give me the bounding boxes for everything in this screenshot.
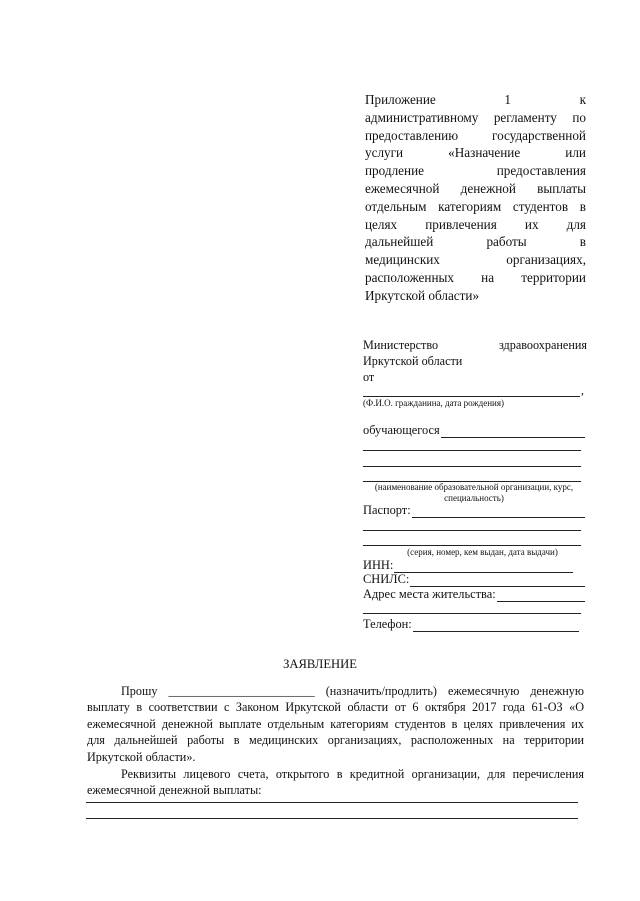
appendix-last-line: Иркутской области» — [365, 287, 480, 303]
phone-field[interactable] — [413, 618, 579, 632]
passport-line-3[interactable] — [363, 545, 581, 546]
region-line: Иркутской области — [363, 354, 463, 368]
account-field-2[interactable] — [86, 818, 578, 819]
snils-label: СНИЛС: — [363, 572, 410, 586]
student-label: обучающегося — [363, 423, 440, 437]
org-caption-1: (наименование образовательной организации, курс, — [374, 482, 574, 492]
org-line-1[interactable] — [363, 450, 581, 451]
snils-field[interactable] — [410, 573, 585, 587]
addressee-block — [363, 337, 587, 385]
appendix-line: отдельным категориям студентов в — [365, 198, 586, 214]
phone-row — [363, 617, 579, 632]
inn-row — [363, 558, 573, 573]
org-line-2[interactable] — [363, 466, 581, 467]
appendix-line: ежемесячной денежной выплаты — [365, 180, 586, 196]
appendix-line: продление предоставления — [365, 163, 586, 179]
appendix-line: дальнейшей работы в — [365, 234, 586, 250]
passport-line-2[interactable] — [363, 530, 581, 531]
appendix-line: медицинских организациях, — [365, 252, 586, 268]
snils-row — [363, 572, 585, 587]
account-field-1[interactable] — [86, 802, 578, 803]
inn-label: ИНН: — [363, 558, 394, 572]
ministry-line: Министерство здравоохранения — [363, 338, 587, 352]
statement-title: ЗАЯВЛЕНИЕ — [283, 657, 357, 671]
passport-caption: (серия, номер, кем выдан, дата выдачи) — [407, 547, 558, 557]
appendix-block — [365, 91, 586, 305]
address-line-2[interactable] — [363, 613, 581, 614]
from-label: от — [363, 370, 375, 384]
fio-caption: (Ф.И.О. гражданина, дата рождения) — [363, 398, 504, 408]
appendix-line: предоставлению государственной — [365, 127, 586, 143]
fio-field[interactable] — [363, 384, 580, 397]
address-label: Адрес места жительства: — [363, 587, 496, 601]
request-line: Прошу ________________________ (назначить/продлить) ежемесячную денежную — [121, 684, 584, 698]
account-line: Реквизиты лицевого счета, открытого в кредитной организации, для перечисления — [121, 767, 584, 782]
account-last-line: ежемесячной денежной выплаты: — [87, 783, 262, 798]
appendix-line: Приложение 1 к — [365, 92, 586, 107]
request-last-line: Иркутской области». — [87, 749, 196, 764]
statement-body — [87, 683, 584, 799]
passport-label: Паспорт: — [363, 503, 411, 517]
passport-field[interactable] — [412, 504, 585, 518]
appendix-line: целях привлечения их для — [365, 216, 586, 232]
org-caption-2: специальность) — [444, 493, 504, 503]
student-field[interactable] — [441, 424, 585, 438]
request-line: для дальнейшей работы в медицинских организациях, расположенных на территории — [87, 733, 584, 748]
request-line: ежемесячной денежной выплате отдельным категориям студентов в целях привлечения их — [87, 716, 584, 731]
request-line: выплату в соответствии с Законом Иркутской области от 6 октября 2017 года 61-ОЗ «О — [87, 700, 584, 715]
student-row — [363, 423, 585, 438]
appendix-line: административному регламенту по — [365, 109, 586, 125]
address-field[interactable] — [497, 588, 585, 602]
appendix-line: услуги «Назначение или — [365, 145, 586, 161]
appendix-line: расположенных на территории — [365, 269, 586, 285]
inn-field[interactable] — [394, 559, 573, 573]
fio-comma: , — [581, 383, 584, 397]
phone-label: Телефон: — [363, 617, 412, 631]
address-row — [363, 587, 585, 602]
passport-row — [363, 503, 585, 518]
